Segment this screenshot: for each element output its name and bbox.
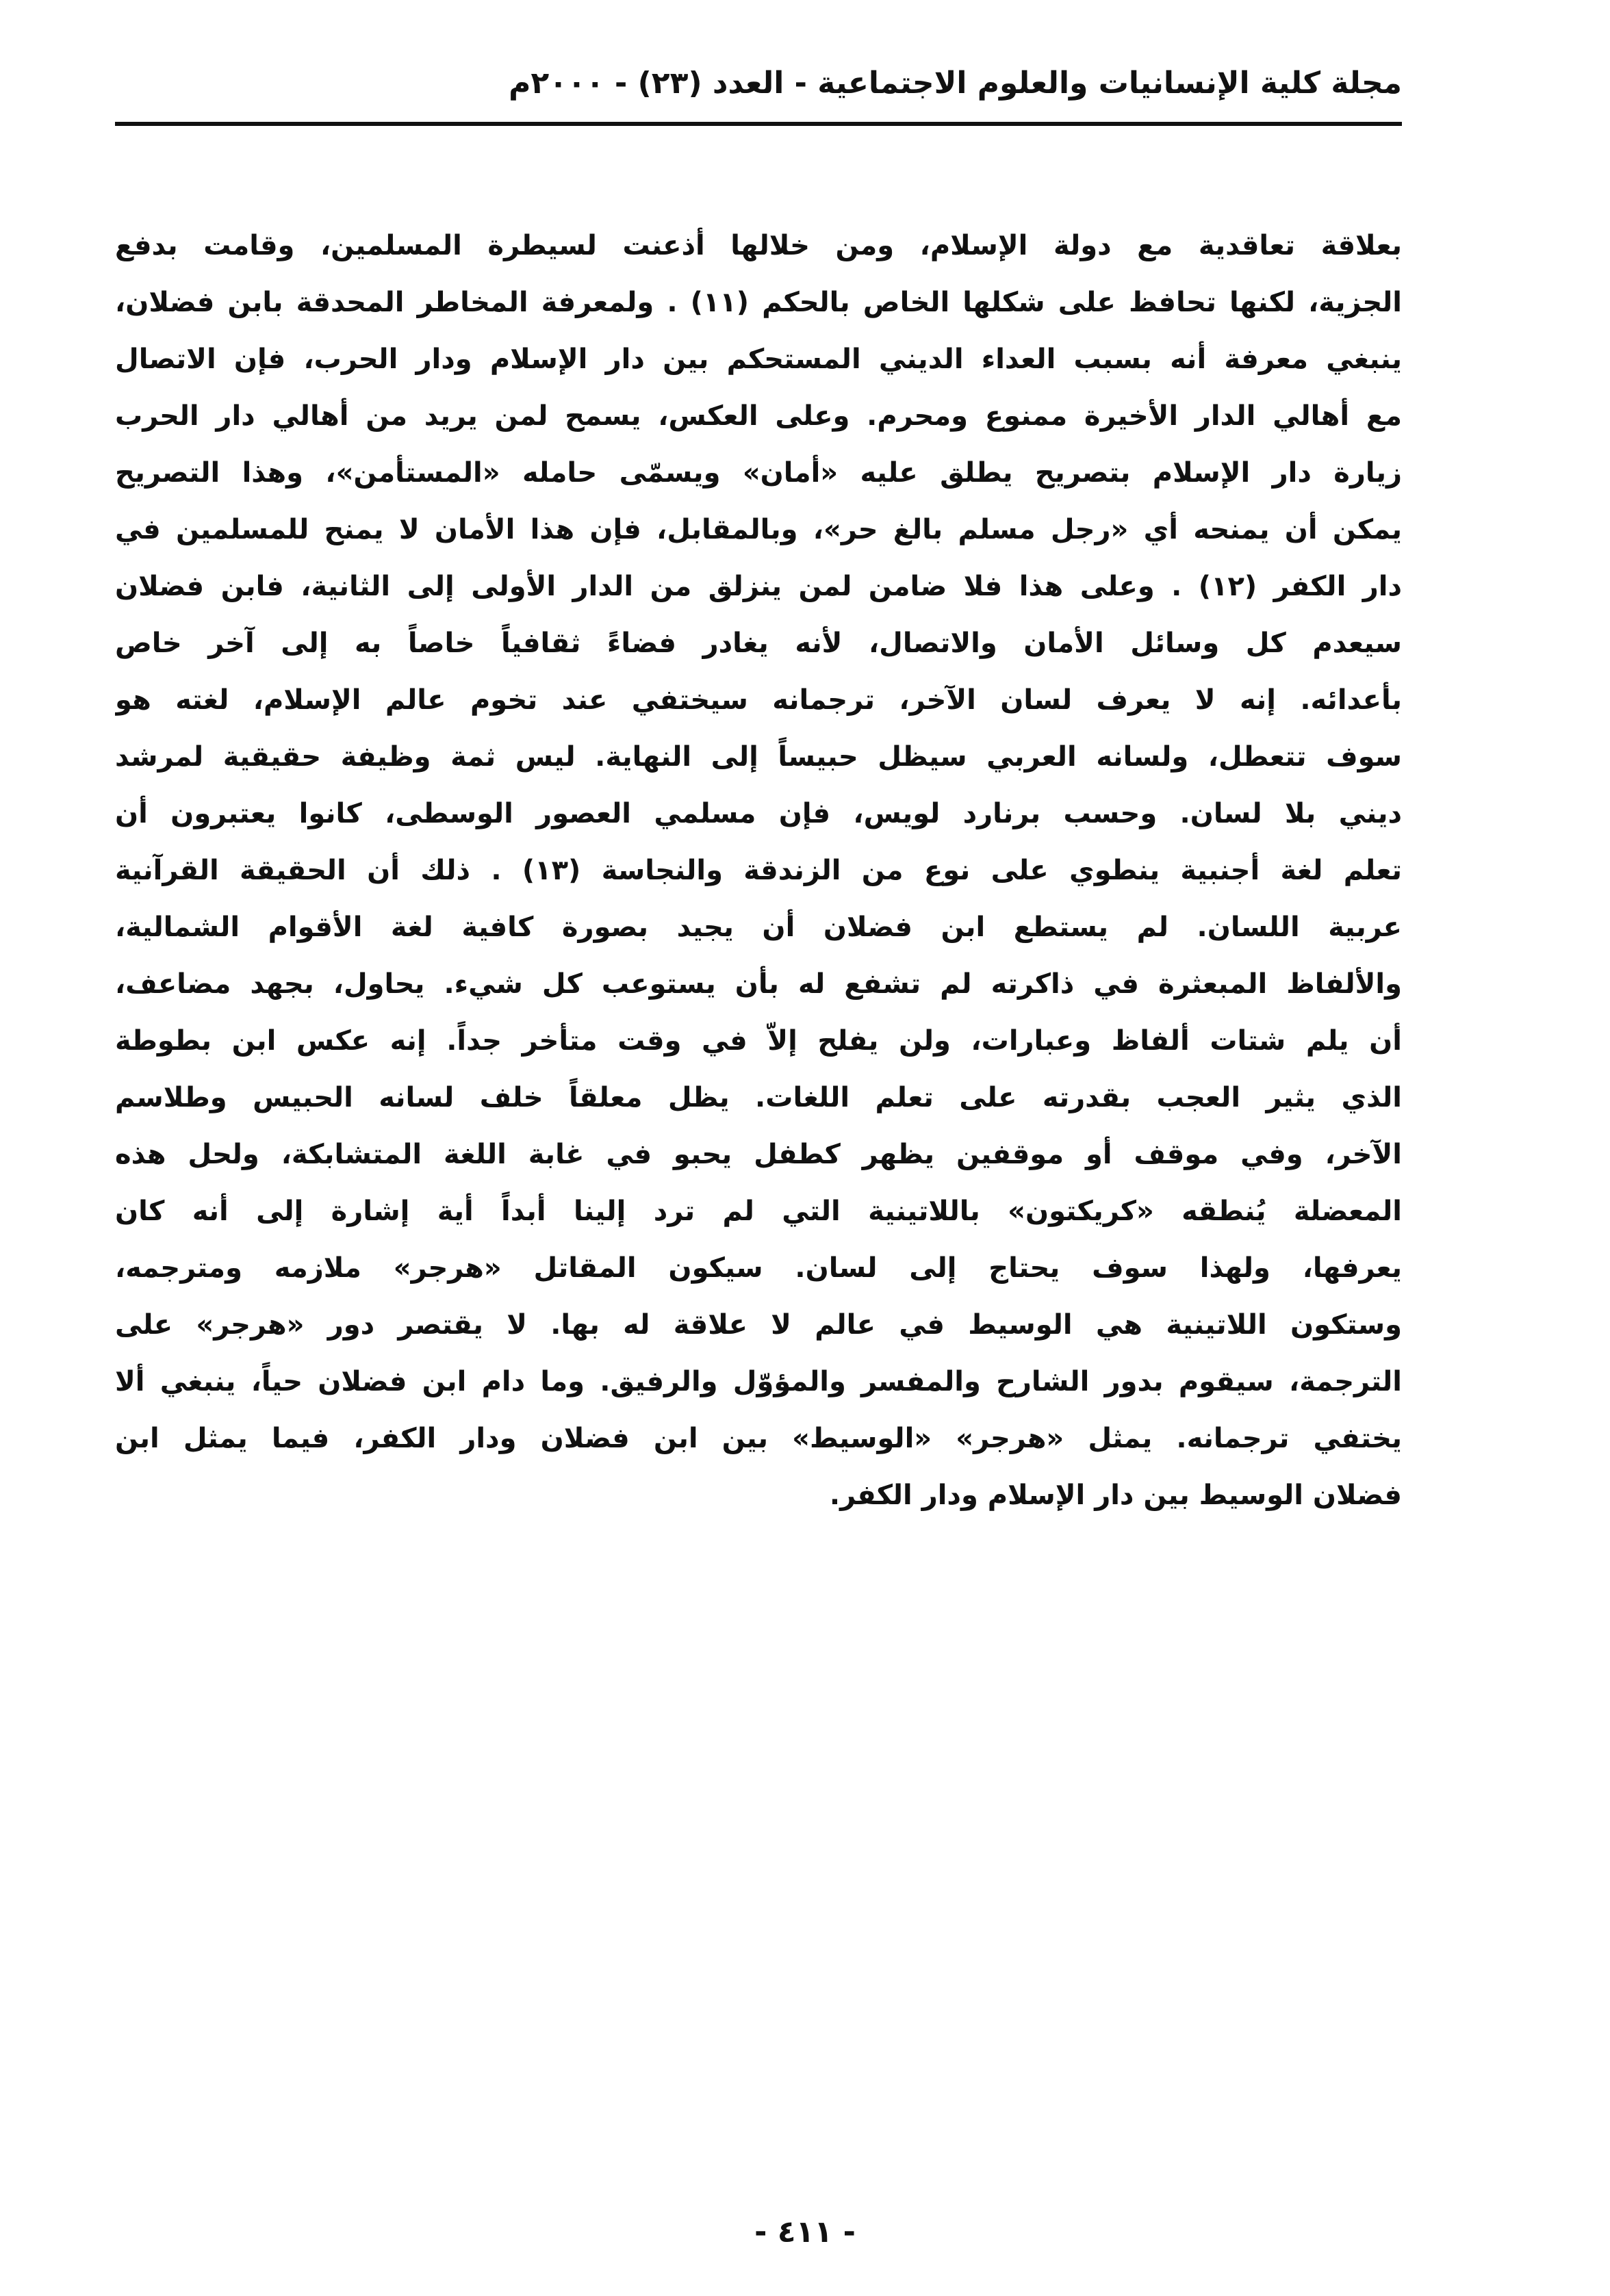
text-line: تعلم لغة أجنبية ينطوي على نوع من الزندقة والنجاسة (١٣) . ذلك أن الحقيقة القرآنية: [115, 855, 1402, 886]
article-body: [115, 218, 1402, 1524]
text-line: المعضلة يُنطقه «كريكتون» باللاتينية التي لم ترد إلينا أبداً أية إشارة إلى أنه كان: [115, 1196, 1402, 1227]
text-line: بعلاقة تعاقدية مع دولة الإسلام، ومن خلالها أذعنت لسيطرة المسلمين، وقامت بدفع: [115, 230, 1402, 261]
text-line: زيارة دار الإسلام بتصريح يطلق عليه «أمان» ويسمّى حامله «المستأمن»، وهذا التصريح: [115, 457, 1402, 489]
text-line-last: فضلان الوسيط بين دار الإسلام ودار الكفر.: [829, 1480, 1402, 1511]
text-line: الترجمة، سيقوم بدور الشارح والمفسر والمؤوّل والرفيق. وما دام ابن فضلان حياً، ينبغي ألا: [115, 1366, 1402, 1397]
text-line: الجزية، لكنها تحافظ على شكلها الخاص بالحكم (١١) . ولمعرفة المخاطر المحدقة بابن فضلان،: [115, 287, 1402, 318]
running-header: [115, 59, 1402, 114]
page-number: - ٤١١ -: [754, 2215, 856, 2249]
text-line: والألفاظ المبعثرة في ذاكرته لم تشفع له بأن يستوعب كل شيء. يحاول، بجهد مضاعف،: [115, 968, 1402, 1000]
header-divider: [115, 122, 1402, 126]
text-line: سوف تتعطل، ولسانه العربي سيظل حبيساً إلى النهاية. ليس ثمة وظيفة حقيقية لمرشد: [115, 741, 1402, 773]
text-line: أن يلم شتات ألفاظ وعبارات، ولن يفلح إلاّ في وقت متأخر جداً. إنه عكس ابن بطوطة: [115, 1025, 1402, 1057]
text-line: بأعدائه. إنه لا يعرف لسان الآخر، ترجمانه سيختفي عند تخوم عالم الإسلام، لغته هو: [115, 684, 1402, 716]
text-line: سيعدم كل وسائل الأمان والاتصال، لأنه يغادر فضاءً ثقافياً خاصاً به إلى آخر خاص: [115, 628, 1402, 659]
text-line: دار الكفر (١٢) . وعلى هذا فلا ضامن لمن ينزلق من الدار الأولى إلى الثانية، فابن فضلان: [115, 571, 1402, 602]
text-line: مع أهالي الدار الأخيرة ممنوع ومحرم. وعلى العكس، يسمح لمن يريد من أهالي دار الحرب: [115, 400, 1402, 432]
text-line: ينبغي معرفة أنه بسبب العداء الديني المستحكم بين دار الإسلام ودار الحرب، فإن الاتصال: [115, 344, 1402, 375]
journal-title: مجلة كلية الإنسانيات والعلوم الاجتماعية - العدد (٢٣) - ٢٠٠٠م: [509, 66, 1402, 101]
text-line: يمكن أن يمنحه أي «رجل مسلم بالغ حر»، وبالمقابل، فإن هذا الأمان لا يمنح للمسلمين في: [115, 514, 1402, 545]
text-line: الآخر، وفي موقف أو موقفين يظهر كطفل يحبو في غابة اللغة المتشابكة، ولحل هذه: [115, 1139, 1402, 1170]
text-line: يعرفها، ولهذا سوف يحتاج إلى لسان. سيكون المقاتل «هرجر» ملازمه ومترجمه،: [115, 1252, 1402, 1284]
text-line: عربية اللسان. لم يستطع ابن فضلان أن يجيد بصورة كافية لغة الأقوام الشمالية،: [115, 912, 1402, 943]
text-line: وستكون اللاتينية هي الوسيط في عالم لا علاقة له بها. لا يقتصر دور «هرجر» على: [115, 1309, 1402, 1341]
text-line: يختفي ترجمانه. يمثل «هرجر» «الوسيط» بين ابن فضلان ودار الكفر، فيما يمثل ابن: [115, 1423, 1402, 1454]
text-line: الذي يثير العجب بقدرته على تعلم اللغات. يظل معلقاً خلف لسانه الحبيس وطلاسم: [115, 1082, 1402, 1113]
text-line: ديني بلا لسان. وحسب برنارد لويس، فإن مسلمي العصور الوسطى، كانوا يعتبرون أن: [115, 798, 1402, 829]
